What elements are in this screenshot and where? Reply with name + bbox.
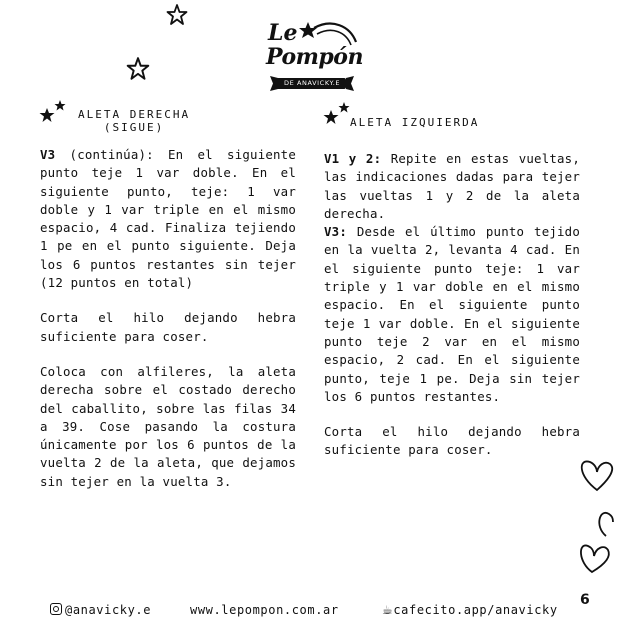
website-link[interactable]: www.lepompon.com.ar: [190, 603, 339, 617]
row-label: V1 y 2:: [324, 151, 382, 166]
heading-line2: (SIGUE): [103, 121, 165, 134]
star-outline-icon: [126, 56, 150, 82]
left-section-heading: [78, 108, 190, 134]
paragraph-text: Repite en estas vueltas, las indicaciones dadas para tejer las vueltas 1 y 2 de la aleta derecha.: [324, 151, 580, 221]
right-section-heading: ALETA IZQUIERDA: [350, 116, 480, 129]
row-label: V3: [40, 147, 56, 162]
star-filled-icon: [38, 98, 70, 126]
heart-doodle-icon: [572, 452, 618, 582]
coffee-cup-icon: ☕: [382, 603, 394, 617]
paragraph-text: Desde el último punto tejido en la vuelta 2, levanta 4 cad. En el siguiente punto teje: 1 var triple y 1 var doble en el mismo espacio. En el siguiente punto teje 1 var doble. En el siguiente punto teje 2 var en el mismo espacio, 2 cad. En el siguiente punto, teje 1 pe. Deja sin tejer los 6 puntos restantes.: [324, 224, 580, 404]
right-paragraph-3: Corta el hilo dejando hebra suficiente para coser.: [324, 424, 580, 458]
right-column: [324, 150, 580, 477]
row-label: V3:: [324, 224, 347, 240]
left-column: [40, 146, 296, 508]
right-paragraph-2: [324, 223, 580, 406]
cafecito-link-group: [382, 603, 558, 617]
cafecito-link[interactable]: cafecito.app/anavicky: [393, 603, 558, 617]
instagram-icon: [50, 603, 62, 615]
page-number: 6: [580, 592, 590, 608]
brand-logo: [262, 18, 362, 92]
instagram-handle[interactable]: @anavicky.e: [65, 603, 152, 617]
left-paragraph-3: Coloca con alfileres, la aleta derecha sobre el costado derecho del caballito, sobre las filas 34 a 39. Cose pasando la costura únicamente por los 6 puntos de la vuelta 2 de la aleta, que dejamos sin tejer en la vuelta 3.: [40, 363, 296, 489]
left-paragraph-2: Corta el hilo dejando hebra suficiente para coser.: [40, 310, 296, 344]
footer: [50, 603, 151, 617]
star-outline-icon: [166, 3, 188, 27]
right-paragraph-1: [324, 150, 580, 223]
logo-text-le: Le: [268, 20, 298, 46]
left-paragraph-1: [40, 146, 296, 292]
paragraph-text: (continúa): En el siguiente punto teje 1 var doble. En el siguiente punto, teje: 1 var doble y 1 var triple en el mismo espacio, 4 cad. Finaliza tejiendo 1 pe en el punto siguiente. Deja los 6 puntos restantes sin tejer (12 puntos en total): [40, 147, 296, 291]
logo-text-pompon: Pompón: [266, 44, 363, 70]
heading-line1: ALETA DERECHA: [78, 108, 191, 121]
logo-ribbon-text: DE ANAVICKY.E: [284, 79, 341, 87]
